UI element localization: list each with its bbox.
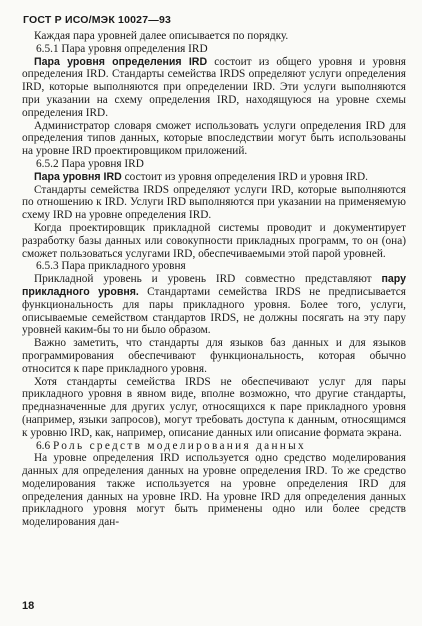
term-ird-pair: Пара уровня IRD: [34, 170, 122, 183]
paragraph-ird-pair: [22, 171, 406, 184]
section-heading-6-5-3: 6.5.3 Пара прикладного уровня: [36, 260, 186, 273]
section-heading-6-6: [22, 440, 406, 453]
paragraph-other-standards: Хотя стандарты семейства IRDS не обеспечивают услуг для пары прикладного уровня в явном виде, вполне возможно, что другие стандарты, предназначенные для других услуг, относящихся к паре прикладного уровня (например, языки запросов), могут требовать доступа к данным, относящимся к уровню IRD, как, например, описание данных или описание формата экрана.: [22, 375, 406, 439]
paragraph-designer: Когда проектировщик прикладной системы проводит и документирует разработку базы данных или совокупности прикладных программ, то он (она) сможет пользоваться услугами IRD, обеспечиваемыми этой парой уровней.: [22, 221, 406, 260]
document-page: [22, 14, 406, 529]
section-heading-6-5-1: 6.5.1 Пара уровня определения IRD: [36, 42, 208, 55]
page-header: ГОСТ Р ИСО/МЭК 10027—93: [23, 14, 172, 26]
paragraph-dictionary-admin: Администратор словаря сможет использовать услуги определения IRD для определения типов данных, которые впоследствии могут быть использованы на уровне IRD проектировщиком приложений.: [22, 119, 406, 158]
paragraph-definition-pair: [22, 56, 406, 120]
section-number-6-6: 6.6: [36, 439, 53, 452]
term-definition-pair: Пара уровня определения IRD: [34, 55, 208, 68]
paragraph-irds-services: Стандарты семейства IRDS определяют услуги IRD, которые выполняются по отношению к IRD. Услуги IRD выполняются при указании на применяемую схему IRD на уровне определения IRD.: [22, 183, 406, 222]
paragraph-application-pair-start: Прикладной уровень и уровень IRD совместно представляют: [34, 273, 382, 286]
page-number: 18: [22, 600, 35, 612]
paragraph-application-pair: [22, 273, 406, 337]
paragraph-intro: Каждая пара уровней далее описывается по порядку.: [34, 30, 289, 42]
section-title-6-6: Роль средств моделирования данных: [52, 439, 306, 452]
paragraph-ird-pair-text: состоит из уровня определения IRD и уровня IRD.: [121, 170, 369, 183]
paragraph-definition-pair-text: состоит из общего уровня и уровня определения IRD. Стандарты семейства IRDS определяют услуги определения IRD, которые выполняются при определении IRD. Эти услуги выполняются при указании на схему определения IRD, находящуюся на уровне схемы определения IRD.: [22, 55, 406, 119]
paragraph-language-standards: Важно заметить, что стандарты для языков баз данных и для языков программирования обеспечивают функциональность, которая обычно относится к паре прикладного уровня.: [22, 337, 406, 375]
term-application-pair: пару прикладного уровня.: [22, 273, 406, 298]
paragraph-modeling-facilities: На уровне определения IRD используется одно средство моделирования данных для определения данных на уровне определения IRD. То же средство моделирования также используется на уровне определения IRD для определения данных на уровне IRD. На уровне IRD для определения данных прикладного уровня могут быть применены одно или более средств моделирования дан-: [22, 452, 406, 529]
section-heading-6-5-2: 6.5.2 Пара уровня IRD: [36, 157, 144, 170]
paragraph-application-pair-text: Стандартами семейства IRDS не предписывается функциональность для пары прикладного уровня. Более того, услуги, описываемые семейством стандартов IRDS, не должны посягать на эту пару уровней каким-бы то ни было образом.: [22, 285, 406, 337]
